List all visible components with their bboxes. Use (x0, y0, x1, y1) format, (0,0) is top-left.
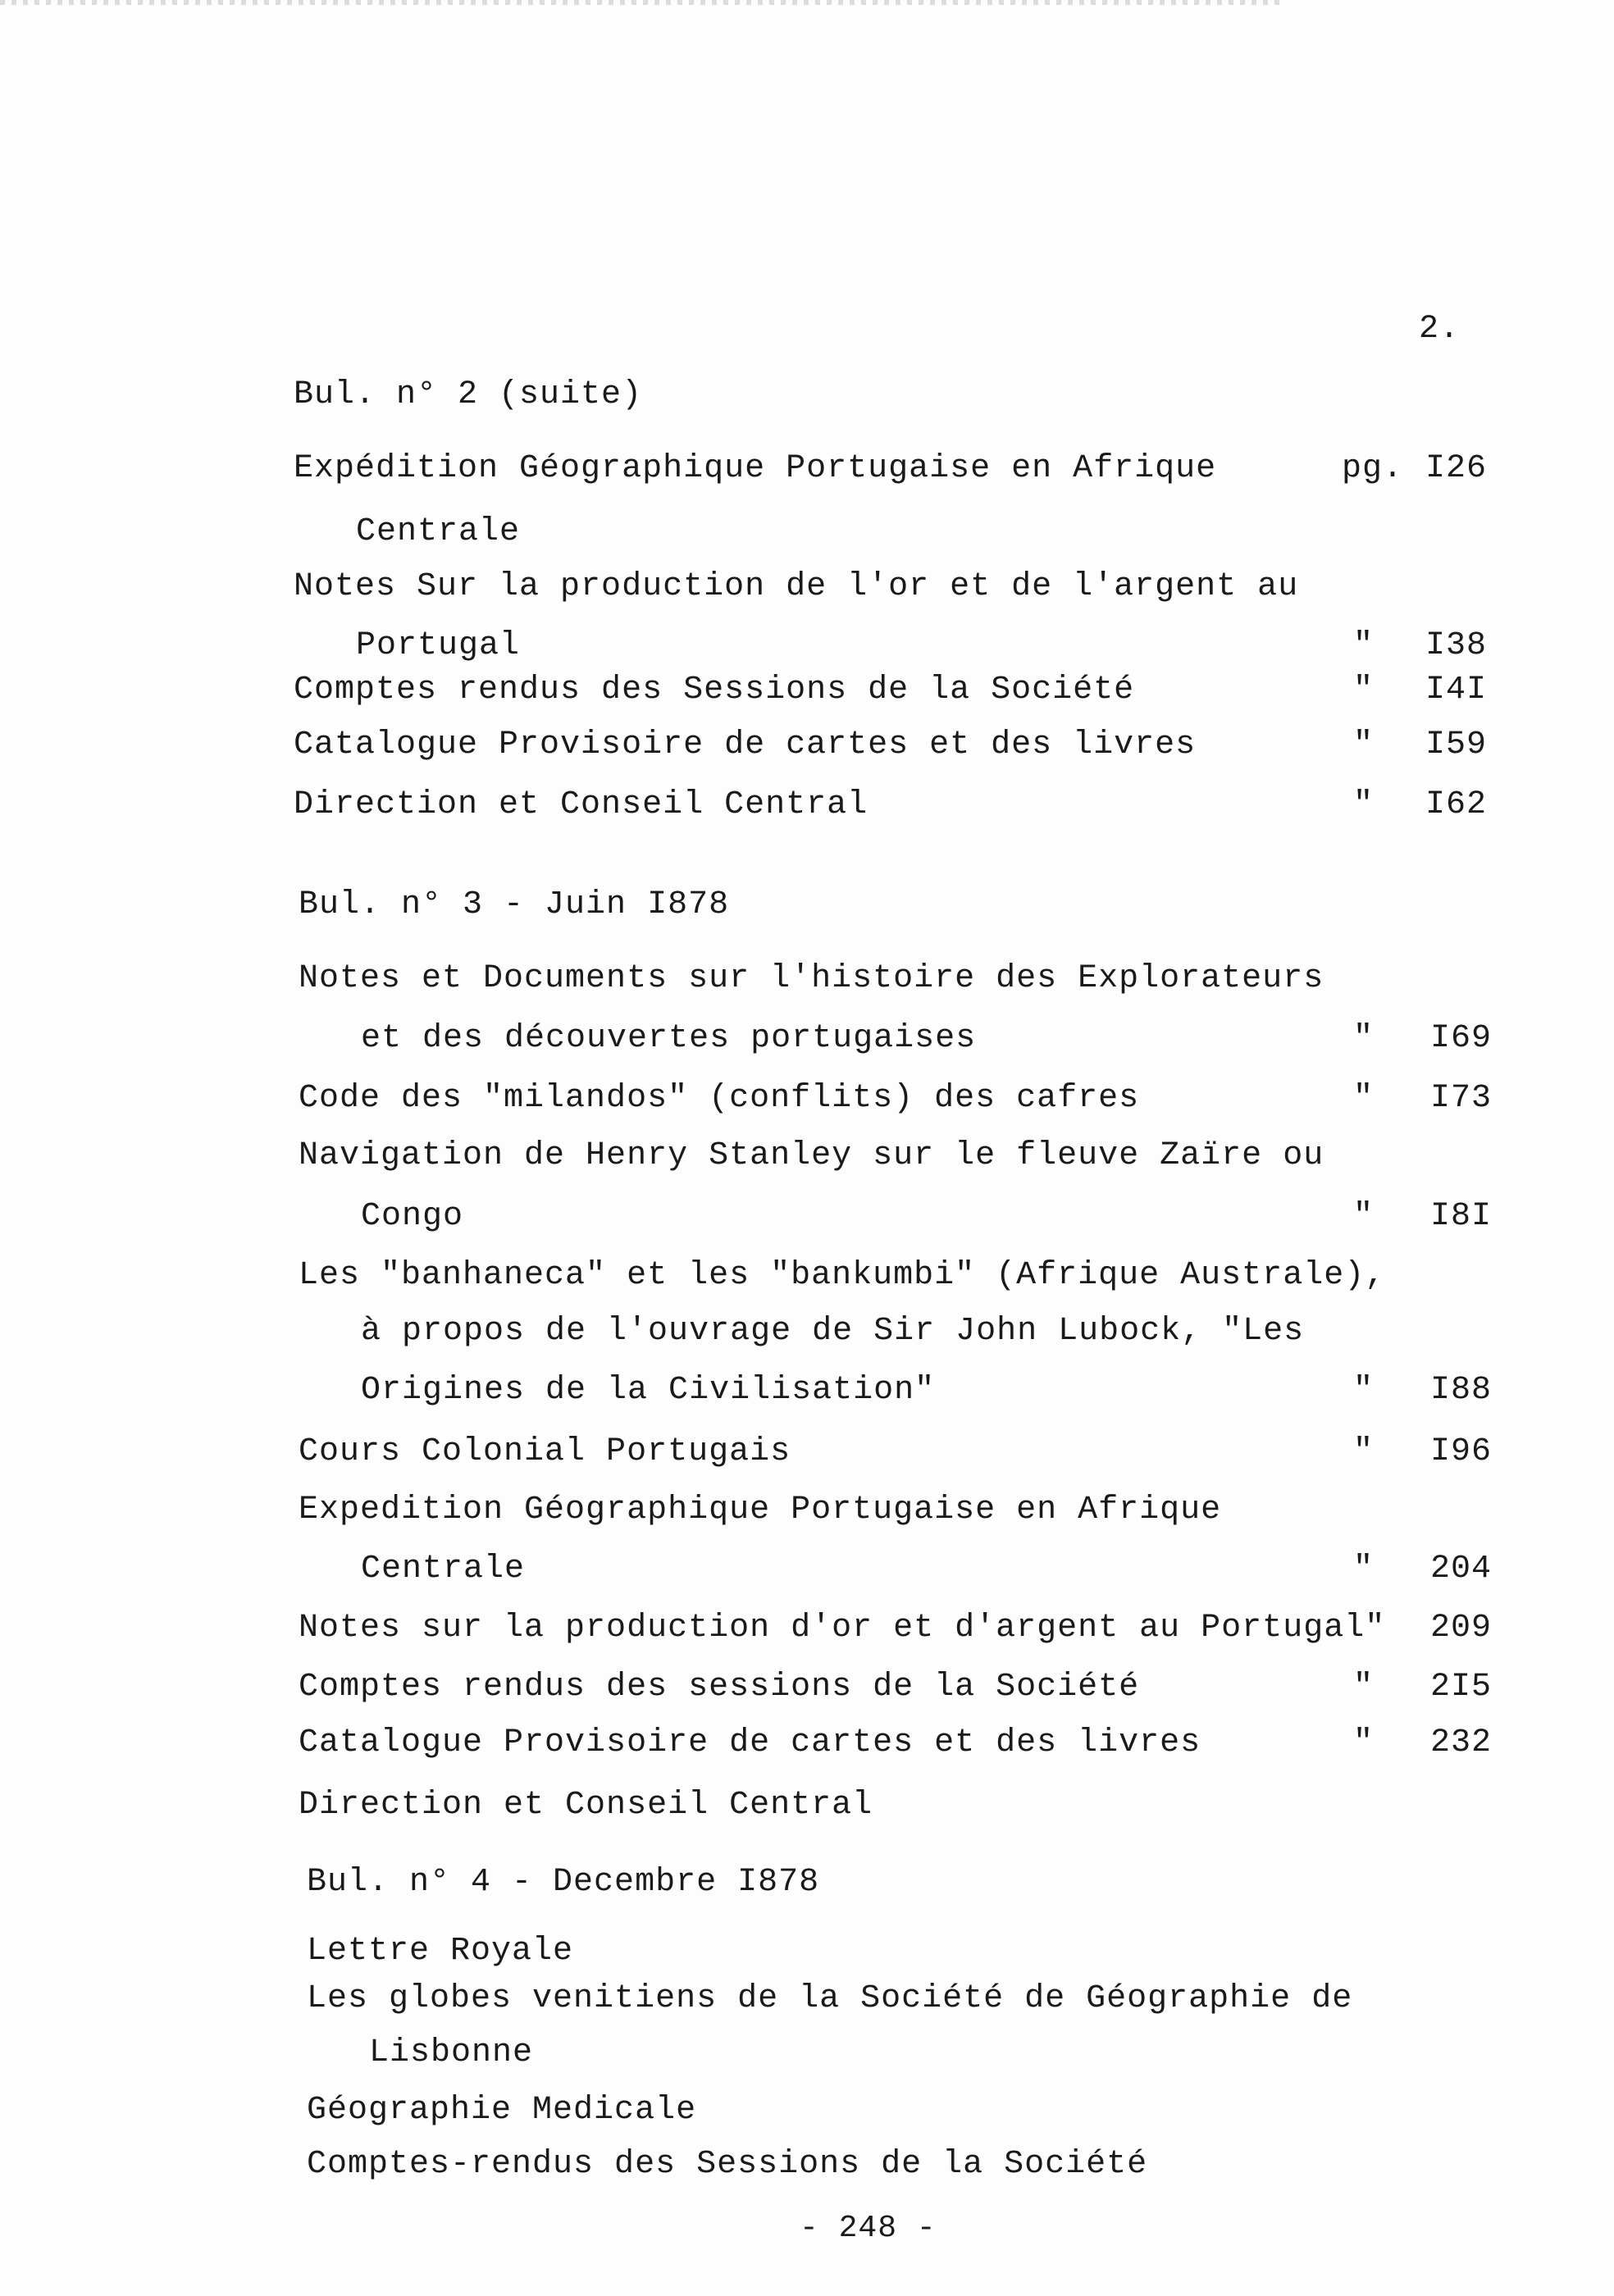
page-abbreviation: pg. (1342, 450, 1404, 487)
entry-title-continuation: Centrale (361, 1551, 526, 1588)
ditto-mark: " (1353, 1669, 1375, 1706)
entry-title: Catalogue Provisoire de cartes et des livres (294, 727, 1197, 763)
entry-title: Comptes rendus des Sessions de la Société (294, 672, 1135, 708)
entry-page-number: I69 (1430, 1020, 1493, 1057)
ditto-mark: " (1353, 1080, 1375, 1117)
entry-title: Direction et Conseil Central (294, 786, 869, 823)
entry-page-number: 209 (1430, 1610, 1493, 1647)
entry-page-number: I38 (1425, 627, 1488, 664)
ditto-mark: " (1353, 1198, 1375, 1235)
entry-title: Expedition Géographique Portugaise en Afrique (299, 1492, 1222, 1528)
entry-title: Notes et Documents sur l'histoire des Explorateurs (299, 960, 1324, 997)
entry-title-continuation: Centrale (356, 513, 521, 550)
ditto-mark: " (1353, 786, 1375, 823)
ditto-mark: " (1353, 727, 1375, 763)
entry-title-continuation: et des découvertes portugaises (361, 1020, 977, 1057)
footer-page-number: - 248 - (800, 2211, 937, 2246)
entry-page-number: I88 (1430, 1372, 1493, 1409)
entry-page-number: I4I (1425, 672, 1488, 708)
entry-title: Navigation de Henry Stanley sur le fleuve Zaïre ou (299, 1137, 1324, 1174)
entry-title-continuation: Origines de la Civilisation" (361, 1372, 936, 1409)
section-heading: Bul. n° 2 (suite) (294, 376, 643, 413)
entry-title-continuation: Lisbonne (369, 2034, 534, 2071)
entry-title: Code des "milandos" (conflits) des cafres (299, 1080, 1140, 1117)
entry-title: Comptes-rendus des Sessions de la Société (307, 2146, 1148, 2183)
entry-title: Notes Sur la production de l'or et de l'argent au (294, 568, 1299, 605)
entry-title: Comptes rendus des sessions de la Société (299, 1669, 1140, 1706)
entry-title: Géographie Medicale (307, 2092, 697, 2129)
entry-page-number: 2I5 (1430, 1669, 1493, 1706)
entry-title: Lettre Royale (307, 1933, 574, 1970)
scan-artifact-line (0, 0, 1279, 5)
ditto-mark: " (1353, 1020, 1375, 1057)
ditto-mark: " (1353, 1551, 1375, 1588)
page-number: 2. (1419, 311, 1461, 348)
entry-page-number: I26 (1425, 450, 1488, 487)
entry-page-number: I62 (1425, 786, 1488, 823)
ditto-mark: " (1353, 1724, 1375, 1761)
entry-title: Catalogue Provisoire de cartes et des livres (299, 1724, 1201, 1761)
entry-page-number: I59 (1425, 727, 1488, 763)
entry-page-number: I73 (1430, 1080, 1493, 1117)
ditto-mark: " (1353, 627, 1375, 664)
entry-title: Cours Colonial Portugais (299, 1433, 791, 1470)
section-heading: Bul. n° 4 - Decembre I878 (307, 1864, 820, 1901)
entry-title-continuation: à propos de l'ouvrage de Sir John Lubock, "Les (361, 1313, 1305, 1350)
entry-title: Notes sur la production d'or et d'argent au Portugal" (299, 1610, 1386, 1647)
entry-title: Les globes venitiens de la Société de Géographie de (307, 1980, 1353, 2017)
entry-page-number: I96 (1430, 1433, 1493, 1470)
entry-title: Expédition Géographique Portugaise en Afrique (294, 450, 1217, 487)
ditto-mark: " (1353, 1372, 1375, 1409)
ditto-mark: " (1353, 672, 1375, 708)
entry-title-continuation: Portugal (356, 627, 521, 664)
entry-page-number: 204 (1430, 1551, 1493, 1588)
entry-page-number: 232 (1430, 1724, 1493, 1761)
ditto-mark: " (1353, 1433, 1375, 1470)
entry-title-continuation: Congo (361, 1198, 464, 1235)
section-heading: Bul. n° 3 - Juin I878 (299, 886, 730, 923)
entry-page-number: I8I (1430, 1198, 1493, 1235)
entry-title: Direction et Conseil Central (299, 1787, 873, 1824)
entry-title: Les "banhaneca" et les "bankumbi" (Afrique Australe), (299, 1257, 1386, 1294)
